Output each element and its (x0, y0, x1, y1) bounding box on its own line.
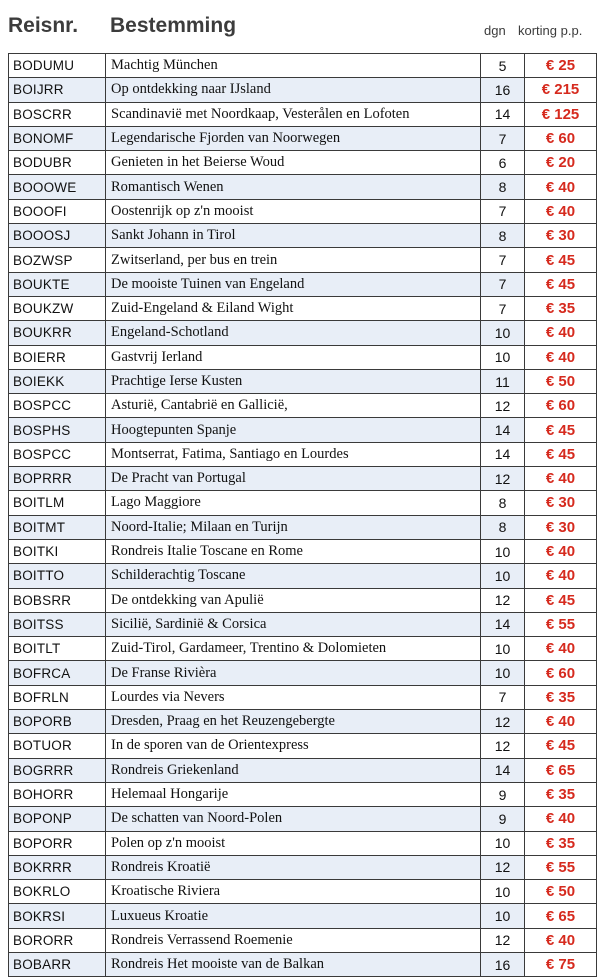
days-cell: 10 (481, 637, 525, 661)
table-row (9, 710, 597, 734)
days-cell: 12 (481, 710, 525, 734)
discount-cell: € 50 (525, 369, 597, 393)
destination-cell: In de sporen van de Orientexpress (106, 734, 481, 758)
table-row (9, 588, 597, 612)
discount-cell: € 45 (525, 248, 597, 272)
trips-table (8, 53, 597, 977)
days-cell: 10 (481, 880, 525, 904)
trip-code-cell: BOKRLO (9, 880, 106, 904)
days-cell: 14 (481, 418, 525, 442)
trip-code-cell: BOBSRR (9, 588, 106, 612)
destination-cell: Dresden, Praag en het Reuzengebergte (106, 710, 481, 734)
discount-cell: € 35 (525, 296, 597, 320)
discount-cell: € 40 (525, 710, 597, 734)
days-cell: 7 (481, 248, 525, 272)
destination-cell: Rondreis Verrassend Roemenie (106, 928, 481, 952)
trip-code-cell: BOSPHS (9, 418, 106, 442)
discount-cell: € 45 (525, 588, 597, 612)
days-cell: 10 (481, 904, 525, 928)
destination-cell: Op ontdekking naar IJsland (106, 78, 481, 102)
days-cell: 10 (481, 345, 525, 369)
table-row (9, 904, 597, 928)
trip-code-cell: BOTUOR (9, 734, 106, 758)
days-cell: 7 (481, 199, 525, 223)
discount-cell: € 30 (525, 224, 597, 248)
destination-cell: De schatten van Noord-Polen (106, 807, 481, 831)
trip-code-cell: BOOOSJ (9, 224, 106, 248)
destination-cell: Engeland-Schotland (106, 321, 481, 345)
days-cell: 10 (481, 564, 525, 588)
destination-cell: Montserrat, Fatima, Santiago en Lourdes (106, 442, 481, 466)
trip-code-cell: BOFRLN (9, 685, 106, 709)
table-row (9, 952, 597, 976)
trip-code-cell: BOPORB (9, 710, 106, 734)
table-row (9, 224, 597, 248)
destination-cell: Noord-Italie; Milaan en Turijn (106, 515, 481, 539)
table-row (9, 442, 597, 466)
destination-cell: Rondreis Kroatië (106, 855, 481, 879)
discount-cell: € 55 (525, 612, 597, 636)
trip-code-cell: BOKRRR (9, 855, 106, 879)
discount-cell: € 40 (525, 467, 597, 491)
table-row (9, 928, 597, 952)
table-row (9, 782, 597, 806)
table-row (9, 272, 597, 296)
days-cell: 7 (481, 126, 525, 150)
days-cell: 7 (481, 272, 525, 296)
table-row (9, 321, 597, 345)
trip-code-cell: BODUBR (9, 151, 106, 175)
trip-code-cell: BOIERR (9, 345, 106, 369)
trip-code-cell: BOITMT (9, 515, 106, 539)
trip-code-cell: BODUMU (9, 54, 106, 78)
days-cell: 16 (481, 952, 525, 976)
table-row (9, 102, 597, 126)
table-row (9, 369, 597, 393)
discount-cell: € 75 (525, 952, 597, 976)
trip-code-cell: BOITTO (9, 564, 106, 588)
trip-code-cell: BORORR (9, 928, 106, 952)
trip-code-cell: BOPRRR (9, 467, 106, 491)
discount-cell: € 55 (525, 855, 597, 879)
days-cell: 12 (481, 928, 525, 952)
trip-code-cell: BOPONP (9, 807, 106, 831)
table-row (9, 175, 597, 199)
discount-cell: € 45 (525, 442, 597, 466)
days-cell: 14 (481, 612, 525, 636)
discount-cell: € 40 (525, 807, 597, 831)
destination-cell: De Pracht van Portugal (106, 467, 481, 491)
trips-table-body (9, 54, 597, 977)
days-cell: 14 (481, 442, 525, 466)
table-row (9, 126, 597, 150)
days-cell: 9 (481, 782, 525, 806)
trip-code-cell: BOZWSP (9, 248, 106, 272)
destination-cell: De mooiste Tuinen van Engeland (106, 272, 481, 296)
discount-cell: € 35 (525, 831, 597, 855)
destination-cell: Zuid-Tirol, Gardameer, Trentino & Dolomieten (106, 637, 481, 661)
destination-cell: Kroatische Riviera (106, 880, 481, 904)
discount-cell: € 35 (525, 782, 597, 806)
discount-cell: € 60 (525, 126, 597, 150)
destination-cell: Lourdes via Nevers (106, 685, 481, 709)
table-row (9, 394, 597, 418)
days-cell: 9 (481, 807, 525, 831)
destination-cell: Scandinavië met Noordkaap, Vesterålen en Lofoten (106, 102, 481, 126)
destination-cell: Machtig München (106, 54, 481, 78)
table-row (9, 515, 597, 539)
destination-cell: Romantisch Wenen (106, 175, 481, 199)
destination-cell: Helemaal Hongarije (106, 782, 481, 806)
destination-cell: Legendarische Fjorden van Noorwegen (106, 126, 481, 150)
discount-cell: € 60 (525, 661, 597, 685)
discount-cell: € 40 (525, 928, 597, 952)
column-header-discount: korting p.p. (518, 23, 583, 38)
days-cell: 8 (481, 224, 525, 248)
table-row (9, 539, 597, 563)
trip-code-cell: BOSPCC (9, 394, 106, 418)
table-row (9, 661, 597, 685)
trip-code-cell: BOHORR (9, 782, 106, 806)
destination-cell: Rondreis Het mooiste van de Balkan (106, 952, 481, 976)
trip-code-cell: BOITLT (9, 637, 106, 661)
days-cell: 11 (481, 369, 525, 393)
destination-cell: Schilderachtig Toscane (106, 564, 481, 588)
trip-code-cell: BOITLM (9, 491, 106, 515)
destination-cell: Sankt Johann in Tirol (106, 224, 481, 248)
days-cell: 12 (481, 855, 525, 879)
trip-code-cell: BOITKI (9, 539, 106, 563)
days-cell: 8 (481, 491, 525, 515)
destination-cell: Oostenrijk op z'n mooist (106, 199, 481, 223)
table-row (9, 78, 597, 102)
table-row (9, 296, 597, 320)
discount-cell: € 40 (525, 175, 597, 199)
discount-cell: € 35 (525, 685, 597, 709)
discount-cell: € 45 (525, 734, 597, 758)
destination-cell: Rondreis Griekenland (106, 758, 481, 782)
discount-cell: € 40 (525, 345, 597, 369)
trip-code-cell: BOOOFI (9, 199, 106, 223)
column-header-destination: Bestemming (110, 14, 237, 37)
column-header-days: dgn (484, 23, 506, 38)
destination-cell: Genieten in het Beierse Woud (106, 151, 481, 175)
trip-code-cell: BOUKTE (9, 272, 106, 296)
destination-cell: Zuid-Engeland & Eiland Wight (106, 296, 481, 320)
discount-cell: € 45 (525, 272, 597, 296)
trip-code-cell: BOIJRR (9, 78, 106, 102)
trip-code-cell: BOUKRR (9, 321, 106, 345)
table-row (9, 199, 597, 223)
days-cell: 12 (481, 394, 525, 418)
table-row (9, 758, 597, 782)
days-cell: 5 (481, 54, 525, 78)
trip-code-cell: BOFRCA (9, 661, 106, 685)
destination-cell: Hoogtepunten Spanje (106, 418, 481, 442)
table-row (9, 734, 597, 758)
destination-cell: Rondreis Italie Toscane en Rome (106, 539, 481, 563)
days-cell: 14 (481, 102, 525, 126)
table-row (9, 248, 597, 272)
trip-code-cell: BOUKZW (9, 296, 106, 320)
destination-cell: Prachtige Ierse Kusten (106, 369, 481, 393)
trip-code-cell: BOITSS (9, 612, 106, 636)
table-row (9, 855, 597, 879)
table-row (9, 345, 597, 369)
discount-cell: € 30 (525, 491, 597, 515)
discount-cell: € 40 (525, 321, 597, 345)
discount-cell: € 50 (525, 880, 597, 904)
table-row (9, 685, 597, 709)
discount-cell: € 25 (525, 54, 597, 78)
discount-cell: € 65 (525, 758, 597, 782)
trip-code-cell: BOGRRR (9, 758, 106, 782)
days-cell: 6 (481, 151, 525, 175)
days-cell: 14 (481, 758, 525, 782)
discount-cell: € 60 (525, 394, 597, 418)
table-row (9, 418, 597, 442)
table-row (9, 151, 597, 175)
trip-code-cell: BOSPCC (9, 442, 106, 466)
column-header-code: Reisnr. (8, 14, 79, 37)
table-row (9, 467, 597, 491)
trip-code-cell: BONOMF (9, 126, 106, 150)
days-cell: 10 (481, 539, 525, 563)
trip-code-cell: BOPORR (9, 831, 106, 855)
destination-cell: Polen op z'n mooist (106, 831, 481, 855)
table-row (9, 564, 597, 588)
table-row (9, 880, 597, 904)
days-cell: 10 (481, 661, 525, 685)
destination-cell: Gastvrij Ierland (106, 345, 481, 369)
table-row (9, 807, 597, 831)
discount-cell: € 20 (525, 151, 597, 175)
discount-cell: € 45 (525, 418, 597, 442)
table-row (9, 612, 597, 636)
days-cell: 8 (481, 175, 525, 199)
discount-cell: € 40 (525, 564, 597, 588)
table-header (0, 0, 600, 50)
destination-cell: Sicilië, Sardinië & Corsica (106, 612, 481, 636)
trip-code-cell: BOKRSI (9, 904, 106, 928)
destination-cell: Asturië, Cantabrië en Gallicië, (106, 394, 481, 418)
days-cell: 7 (481, 296, 525, 320)
days-cell: 12 (481, 734, 525, 758)
destination-cell: De ontdekking van Apulië (106, 588, 481, 612)
discount-cell: € 40 (525, 199, 597, 223)
days-cell: 12 (481, 467, 525, 491)
destination-cell: Zwitserland, per bus en trein (106, 248, 481, 272)
discount-cell: € 30 (525, 515, 597, 539)
days-cell: 16 (481, 78, 525, 102)
destination-cell: De Franse Rivièra (106, 661, 481, 685)
days-cell: 7 (481, 685, 525, 709)
trip-code-cell: BOOOWE (9, 175, 106, 199)
discount-cell: € 40 (525, 539, 597, 563)
table-row (9, 54, 597, 78)
days-cell: 10 (481, 321, 525, 345)
table-row (9, 491, 597, 515)
discount-cell: € 40 (525, 637, 597, 661)
days-cell: 12 (481, 588, 525, 612)
discount-cell: € 65 (525, 904, 597, 928)
days-cell: 10 (481, 831, 525, 855)
trip-code-cell: BOSCRR (9, 102, 106, 126)
days-cell: 8 (481, 515, 525, 539)
destination-cell: Lago Maggiore (106, 491, 481, 515)
discount-cell: € 125 (525, 102, 597, 126)
table-row (9, 831, 597, 855)
destination-cell: Luxueus Kroatie (106, 904, 481, 928)
table-row (9, 637, 597, 661)
trip-code-cell: BOIEKK (9, 369, 106, 393)
discount-cell: € 215 (525, 78, 597, 102)
trip-code-cell: BOBARR (9, 952, 106, 976)
